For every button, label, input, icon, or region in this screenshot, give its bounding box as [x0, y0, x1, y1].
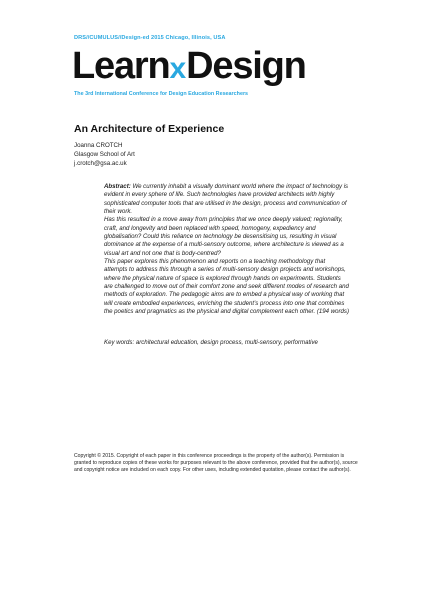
abstract	[104, 183, 350, 317]
author-name: Joanna CROTCH	[74, 142, 123, 149]
learnxdesign-logo	[72, 44, 306, 88]
logo-design: Design	[186, 45, 306, 87]
abstract-label: Abstract:	[104, 183, 131, 190]
abstract-text-1: We currently inhabit a visually dominant world where the impact of technology is evident in every sphere of life. Such technologies have provided architects with highly sophisticated computer tools that are utilised in the design, process and communication of their work.	[104, 183, 349, 216]
logo-learn: Learn	[72, 45, 170, 87]
keywords: Key words: architectural education, design process, multi-sensory, performative	[104, 339, 318, 346]
conference-subtitle: The 3rd International Conference for Design Education Researchers	[74, 91, 249, 97]
conference-line: DRS//CUMULUS//Design-ed 2015 Chicago, Illinois, USA	[74, 35, 226, 41]
logo-x: x	[169, 52, 187, 85]
author-affiliation: Glasgow School of Art	[74, 151, 135, 158]
abstract-paragraph-3: This paper explores this phenomenon and reports on a teaching methodology that attempts to address this through a series of multi-sensory design projects and workshops, where the physical nature of space is explored through hands on experiments. Students are challenged to move out of their comfort zone and seek different modes of research and methods of exploration. The pedagogic aims are to embed a physical way of working that will create embodied experiences, enriching the student’s process into one that combines the poetics and pragmatics as the physical and digital complement each other. (194 words)	[104, 258, 350, 316]
copyright-notice: Copyright © 2015. Copyright of each paper in this conference proceedings is the property of the author(s). Permission is granted to reproduce copies of these works for purposes relevant to the above conference, provided that the author(s), source and copyright notice are included on each copy. For other uses, including extended quotation, please contact the author(s).	[74, 453, 358, 474]
abstract-paragraph-1	[104, 183, 350, 216]
abstract-paragraph-2: Has this resulted in a move away from principles that we once deeply valued; regionality, craft, and longevity and been replaced with speed, homogeny, expediency and globalisation? Could this reliance on technology be desensitising us, resulting in visual dominance at the expense of a multi-sensory outcome, where architecture is viewed as a visual art and not one that is body-centred?	[104, 216, 344, 257]
paper-title: An Architecture of Experience	[74, 123, 225, 135]
author-email[interactable]: j.crotch@gsa.ac.uk	[74, 160, 127, 167]
